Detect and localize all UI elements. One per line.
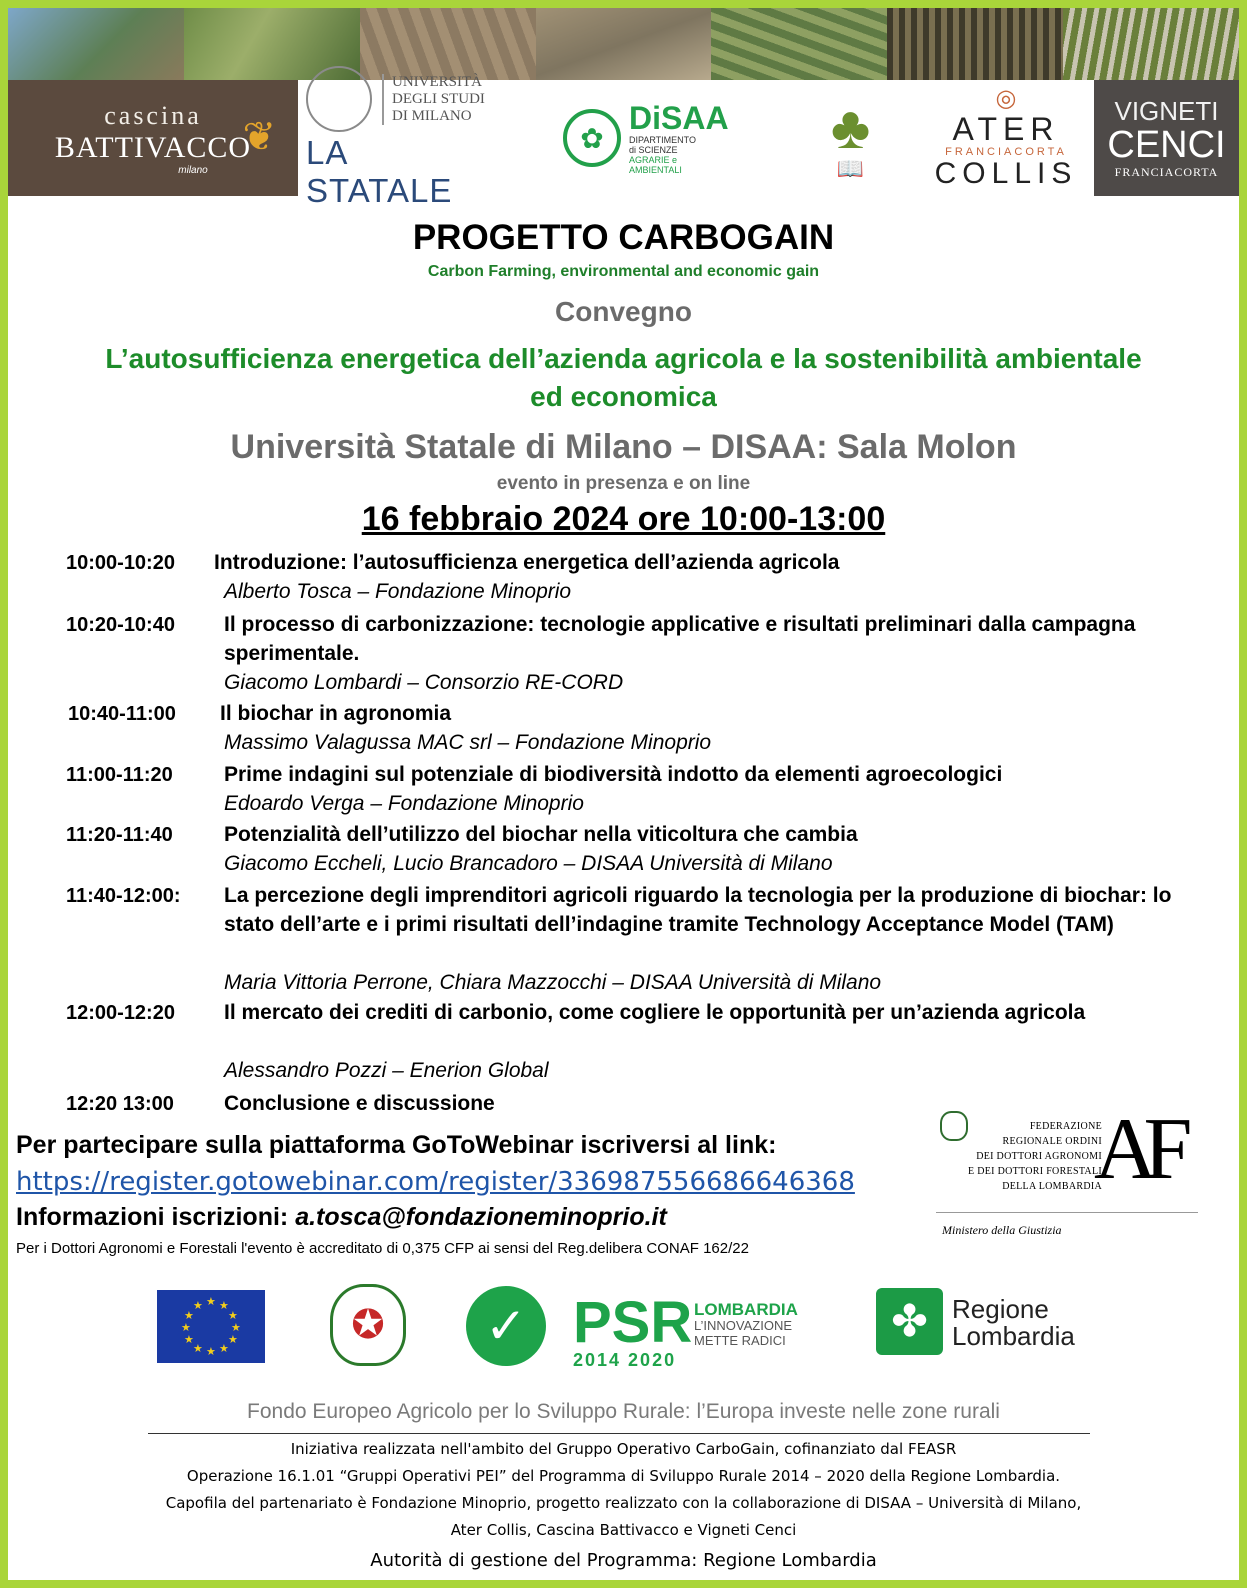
- registration-info: Informazioni iscrizioni: a.tosca@fondazioneminoprio.it: [16, 1203, 667, 1231]
- footer-line: Capofila del partenariato è Fondazione Minoprio, progetto realizzato con la collaborazione di DISAA – Università di Milano,: [165, 1494, 1082, 1512]
- event-date: 16 febbraio 2024 ore 10:00-13:00: [361, 500, 886, 538]
- project-title: PROGETTO CARBOGAIN: [412, 218, 835, 257]
- footer-line: Iniziativa realizzata nell'ambito del Gruppo Operativo CarboGain, cofinanziato dal FEASR: [290, 1440, 957, 1458]
- book-icon: 📖: [836, 156, 865, 181]
- divider: [936, 1212, 1198, 1213]
- agenda-speaker: Giacomo Lombardi – Consorzio RE-CORD: [224, 671, 624, 694]
- agenda-time: 10:40-11:00: [68, 703, 176, 725]
- header-photo-strip: [8, 8, 1239, 80]
- psr-logo: PSR: [573, 1290, 693, 1355]
- logo-text: cascina: [104, 100, 202, 130]
- psr-region: LOMBARDIA: [694, 1300, 798, 1319]
- logo-text: milano: [178, 164, 208, 176]
- agenda-talk: Prime indagini sul potenziale di biodiversità indotto da elementi agroecologici: [224, 763, 1003, 786]
- logo-la-statale: [298, 73, 503, 209]
- af-monogram: AF: [1094, 1101, 1179, 1198]
- agenda-speaker: Maria Vittoria Perrone, Chiara Mazzocchi – DISAA Università di Milano: [224, 971, 882, 994]
- project-subtitle: Carbon Farming, environmental and economic gain: [427, 263, 820, 280]
- logo-disaa: [503, 80, 783, 196]
- agenda-talk: Introduzione: l’autosufficienza energetica dell’azienda agricola: [214, 551, 840, 574]
- wheat-icon: ❦: [242, 115, 276, 159]
- logo-formazione-ricerca: [783, 80, 918, 196]
- psr-slogan: L’INNOVAZIONE METTE RADICI: [694, 1318, 793, 1348]
- logo-text: VIGNETI: [1114, 95, 1219, 126]
- agenda-time: 11:00-11:20: [66, 764, 173, 786]
- logo-vigneti-cenci: [1094, 80, 1239, 196]
- biochar-photo: [887, 8, 1063, 80]
- event-topic: L’autosufficienza energetica dell’azienda agricola e la sostenibilità ambientale ed economica: [105, 343, 1142, 412]
- university-seal-icon: [306, 66, 372, 132]
- logo-text: FRANCIACORTA: [1114, 164, 1219, 179]
- agenda-talk: Il processo di carbonizzazione: tecnologie applicative e risultati preliminari dalla campagna sperimentale.: [224, 613, 1136, 665]
- federazione-text: FEDERAZIONE REGIONALE ORDINI DEI DOTTORI AGRONOMI E DEI DOTTORI FORESTALI DELLA LOMBARDIA: [968, 1121, 1102, 1192]
- spiral-icon: ◎: [995, 85, 1017, 112]
- logo-federazione-agronomi: [936, 1101, 1198, 1245]
- agenda-speaker: Edoardo Verga – Fondazione Minoprio: [224, 792, 584, 815]
- registration-intro: Per partecipare sulla piattaforma GoToWebinar iscriversi al link:: [16, 1131, 777, 1159]
- tractor-photo: [8, 8, 184, 80]
- logo-text: ATER: [952, 111, 1060, 147]
- event-mode: evento in presenza e on line: [496, 473, 751, 494]
- logo-text: FRANCIACORTA: [945, 146, 1067, 158]
- agenda-talk: Il mercato dei crediti di carbonio, come cogliere le opportunità per un’azienda agricola: [224, 1001, 1086, 1024]
- partner-logo-bar: [8, 73, 1239, 209]
- vineyard-photo: [1063, 8, 1239, 80]
- italian-republic-emblem-icon: ✪: [330, 1284, 406, 1366]
- agenda-talk: Conclusione e discussione: [224, 1092, 495, 1115]
- agenda-time: 10:20-10:40: [66, 614, 175, 636]
- logo-text: BATTIVACCO: [54, 130, 252, 164]
- agenda-speaker: Giacomo Eccheli, Lucio Brancadoro – DISAA Università di Milano: [224, 852, 833, 875]
- registration-email[interactable]: a.tosca@fondazioneminoprio.it: [295, 1203, 667, 1231]
- logo-text: LA STATALE: [306, 134, 453, 209]
- agenda-time: 10:00-10:20: [66, 552, 175, 574]
- agenda-speaker: Alberto Tosca – Fondazione Minoprio: [224, 580, 572, 603]
- tree-icon: ♣: [830, 94, 871, 161]
- agenda-time: 12:00-12:20: [66, 1002, 175, 1024]
- logo-text: COLLIS: [934, 157, 1078, 190]
- agenda-talk: Potenzialità dell’utilizzo del biochar nella viticoltura che cambia: [224, 823, 858, 846]
- agenda-speaker: Massimo Valagussa MAC srl – Fondazione Minoprio: [224, 731, 712, 754]
- agenda-time: 11:20-11:40: [66, 824, 173, 846]
- cfp-note: Per i Dottori Agronomi e Forestali l'evento è accreditato di 0,375 CFP ai sensi del Reg.delibera CONAF 162/22: [16, 1240, 749, 1257]
- regione-lombardia-logo: Regione Lombardia: [952, 1294, 1075, 1351]
- logo-ater-collis: [918, 80, 1094, 196]
- event-type: Convegno: [555, 296, 692, 327]
- logo-text: DIPARTIMENTO: [629, 135, 697, 145]
- aerial-crops-photo: [711, 8, 887, 80]
- aerial-farm-photo: [536, 8, 712, 80]
- logo-text: AGRARIE e: [629, 155, 678, 165]
- footer-line: Operazione 16.1.01 “Gruppi Operativi PEI” del Programma di Sviluppo Rurale 2014 – 2020 della Regione Lombardia.: [186, 1467, 1061, 1485]
- agenda-talk: La percezione degli imprenditori agricoli riguardo la tecnologia per la produzione di biochar: lo stato dell’arte e i primi risultati dell’indagine tramite Technology Acceptance Model (TAM): [224, 884, 1172, 936]
- eu-flag-icon: ★ ★ ★ ★ ★ ★ ★ ★ ★ ★ ★ ★: [157, 1290, 265, 1363]
- agenda-time: 12:20 13:00: [66, 1093, 174, 1115]
- agenda-time: 11:40-12:00:: [66, 885, 181, 907]
- agenda-talk: Il biochar in agronomia: [220, 702, 452, 725]
- logo-text: CENCI: [1107, 123, 1226, 166]
- footer-line: Ater Collis, Cascina Battivacco e Vigneti Cenci: [450, 1521, 797, 1539]
- regione-lombardia-icon: ✤: [876, 1288, 943, 1355]
- footer-divider: [148, 1433, 1090, 1434]
- autorita-gestione: Autorità di gestione del Programma: Regione Lombardia: [370, 1550, 877, 1571]
- ministry-label: Ministero della Giustizia: [942, 1223, 1062, 1237]
- fondo-europeo-text: Fondo Europeo Agricolo per lo Sviluppo Rurale: l’Europa investe nelle zone rurali: [247, 1400, 1000, 1423]
- logo-text: UNIVERSITÀ DEGLI STUDI DI MILANO: [382, 74, 485, 125]
- agenda-speaker: Alessandro Pozzi – Enerion Global: [224, 1059, 549, 1082]
- event-venue: Università Statale di Milano – DISAA: Sala Molon: [230, 428, 1017, 466]
- psr-check-icon: ✓: [466, 1286, 546, 1366]
- logo-text: DiSAA: [629, 100, 729, 136]
- logo-text: AMBIENTALI: [629, 165, 682, 175]
- registration-link[interactable]: https://register.gotowebinar.com/register/336987556686646368: [16, 1167, 855, 1197]
- logo-text: di SCIENZE: [629, 145, 678, 155]
- psr-years: 2014 2020: [573, 1350, 677, 1370]
- leaf-icon: ✿: [563, 109, 621, 167]
- logo-cascina-battivacco: [8, 80, 298, 196]
